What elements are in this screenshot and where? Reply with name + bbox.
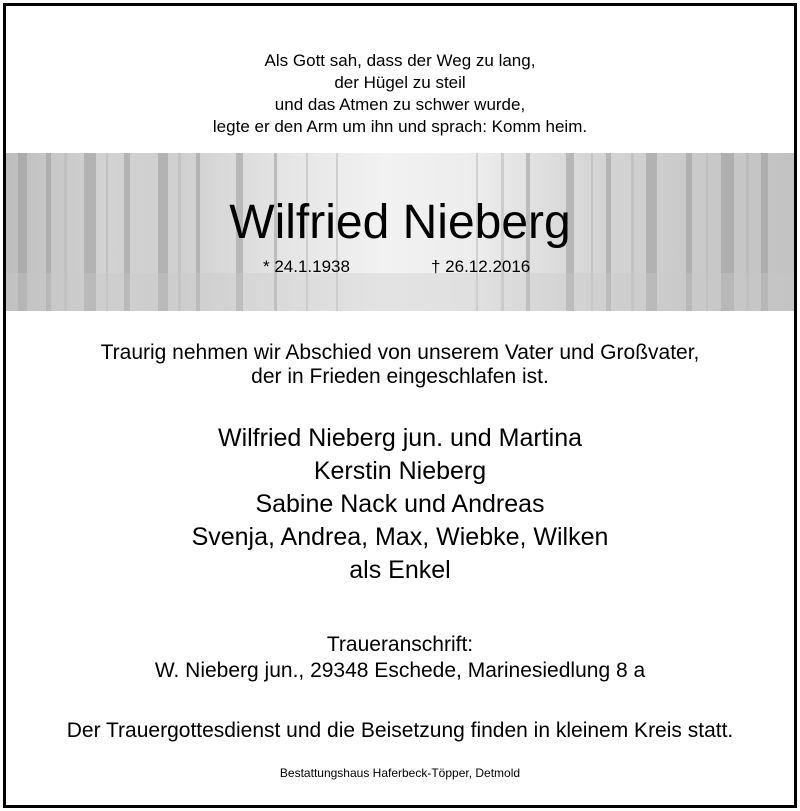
poem-line: der Hügel zu steil: [334, 73, 466, 92]
poem-line: legte er den Arm um ihn und sprach: Komm heim.: [212, 117, 588, 136]
family-member: Svenja, Andrea, Max, Wiebke, Wilken: [191, 523, 609, 551]
family-member: als Enkel: [349, 556, 451, 584]
death-date: † 26.12.2016: [431, 257, 531, 276]
undertaker-credit: Bestattungshaus Haferbeck-Töpper, Detmold: [279, 766, 521, 780]
deceased-name: Wilfried Nieberg: [229, 196, 571, 249]
intro-text: [6, 341, 794, 389]
family-member: Sabine Nack und Andreas: [255, 490, 545, 518]
address-line: W. Nieberg jun., 29348 Eschede, Marinesiedlung 8 a: [154, 659, 646, 682]
birth-date: * 24.1.1938: [263, 257, 350, 276]
poem-line: und das Atmen zu schwer wurde,: [274, 95, 526, 114]
obituary-notice: [3, 3, 797, 808]
poem: [6, 50, 794, 138]
family-list: [6, 422, 794, 587]
family-member: Kerstin Nieberg: [313, 457, 487, 485]
mourning-address: [6, 632, 794, 684]
poem-line: Als Gott sah, dass der Weg zu lang,: [264, 51, 536, 70]
service-note: Der Trauergottesdienst und die Beisetzung finden in kleinem Kreis statt.: [66, 719, 734, 742]
intro-line: Traurig nehmen wir Abschied von unserem Vater und Großvater,: [100, 341, 700, 364]
intro-line: der in Frieden eingeschlafen ist.: [251, 365, 549, 388]
address-heading: Traueranschrift:: [326, 633, 474, 656]
family-member: Wilfried Nieberg jun. und Martina: [217, 424, 583, 452]
